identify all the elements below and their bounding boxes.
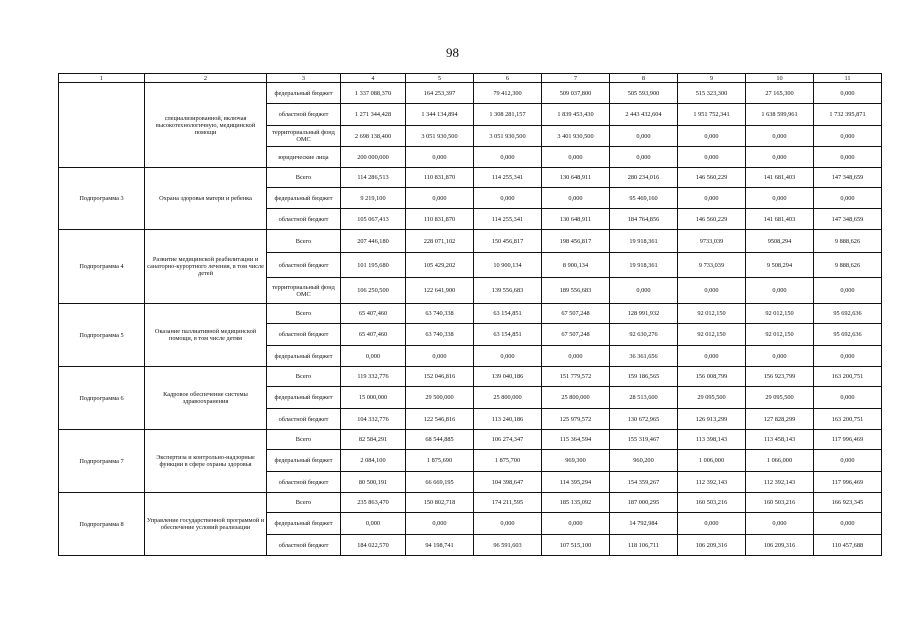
value-cell: 25 800,000 xyxy=(542,387,610,409)
value-cell: 505 593,900 xyxy=(610,83,678,104)
value-cell: 28 513,600 xyxy=(610,387,678,409)
funding-source-cell: Всего xyxy=(267,304,341,324)
value-cell: 198 456,817 xyxy=(542,230,610,253)
value-cell: 110 831,870 xyxy=(406,209,474,230)
value-cell: 969,300 xyxy=(542,450,610,472)
value-cell: 19 918,361 xyxy=(610,253,678,278)
value-cell: 0,000 xyxy=(542,188,610,209)
value-cell: 114 255,341 xyxy=(474,209,542,230)
value-cell: 156 008,799 xyxy=(678,367,746,387)
value-cell: 92 012,150 xyxy=(678,304,746,324)
value-cell: 67 507,248 xyxy=(542,324,610,346)
value-cell: 0,000 xyxy=(746,513,814,535)
value-cell: 94 198,741 xyxy=(406,535,474,556)
value-cell: 110 457,688 xyxy=(814,535,882,556)
value-cell: 960,200 xyxy=(610,450,678,472)
value-cell: 509 037,800 xyxy=(542,83,610,104)
value-cell: 95 692,636 xyxy=(814,304,882,324)
value-cell: 163 200,751 xyxy=(814,409,882,430)
value-cell: 114 255,341 xyxy=(474,168,542,188)
value-cell: 0,000 xyxy=(678,188,746,209)
funding-source-cell: федеральный бюджет xyxy=(267,346,341,367)
value-cell: 0,000 xyxy=(542,346,610,367)
column-header: 2 xyxy=(145,74,267,83)
value-cell: 0,000 xyxy=(610,147,678,168)
page-number: 98 xyxy=(446,45,459,60)
subprogram-cell: Подпрограмма 4 xyxy=(59,230,145,304)
value-cell: 0,000 xyxy=(746,147,814,168)
value-cell: 2 443 432,604 xyxy=(610,104,678,126)
value-cell: 187 000,295 xyxy=(610,493,678,513)
value-cell: 0,000 xyxy=(406,147,474,168)
value-cell: 80 500,191 xyxy=(341,472,406,493)
subprogram-name-cell: Управление государственной программой и обеспечение условий реализации xyxy=(145,493,267,556)
value-cell: 1 006,000 xyxy=(678,450,746,472)
value-cell: 0,000 xyxy=(678,126,746,147)
value-cell: 0,000 xyxy=(814,346,882,367)
value-cell: 0,000 xyxy=(678,346,746,367)
value-cell: 155 319,467 xyxy=(610,430,678,450)
value-cell: 1 308 281,157 xyxy=(474,104,542,126)
value-cell: 200 000,000 xyxy=(341,147,406,168)
value-cell: 184 764,856 xyxy=(610,209,678,230)
value-cell: 2 084,100 xyxy=(341,450,406,472)
subprogram-cell: Подпрограмма 3 xyxy=(59,168,145,230)
subprogram-cell xyxy=(59,83,145,168)
value-cell: 2 698 138,400 xyxy=(341,126,406,147)
value-cell: 154 359,267 xyxy=(610,472,678,493)
column-header: 5 xyxy=(406,74,474,83)
column-header: 9 xyxy=(678,74,746,83)
value-cell: 0,000 xyxy=(542,513,610,535)
funding-source-cell: Всего xyxy=(267,230,341,253)
value-cell: 0,000 xyxy=(474,147,542,168)
value-cell: 122 546,816 xyxy=(406,409,474,430)
value-cell: 0,000 xyxy=(678,278,746,304)
value-cell: 146 560,229 xyxy=(678,209,746,230)
funding-source-cell: федеральный бюджет xyxy=(267,387,341,409)
value-cell: 115 364,594 xyxy=(542,430,610,450)
value-cell: 106 274,347 xyxy=(474,430,542,450)
value-cell: 0,000 xyxy=(341,346,406,367)
table-row xyxy=(59,230,882,253)
value-cell: 127 828,299 xyxy=(746,409,814,430)
value-cell: 0,000 xyxy=(474,513,542,535)
table-row xyxy=(59,493,882,513)
value-cell: 106 209,316 xyxy=(678,535,746,556)
value-cell: 104 398,647 xyxy=(474,472,542,493)
subprogram-name-cell: Кадровое обеспечение системы здравоохранения xyxy=(145,367,267,430)
value-cell: 14 792,984 xyxy=(610,513,678,535)
value-cell: 104 332,776 xyxy=(341,409,406,430)
value-cell: 112 392,143 xyxy=(746,472,814,493)
value-cell: 65 407,460 xyxy=(341,304,406,324)
funding-source-cell: областной бюджет xyxy=(267,472,341,493)
value-cell: 63 154,851 xyxy=(474,324,542,346)
subprogram-cell: Подпрограмма 5 xyxy=(59,304,145,367)
value-cell: 174 211,595 xyxy=(474,493,542,513)
value-cell: 128 991,932 xyxy=(610,304,678,324)
column-header: 4 xyxy=(341,74,406,83)
subprogram-name-cell: Развитие медицинской реабилитации и санаторно-курортного лечения, в том числе детей xyxy=(145,230,267,304)
value-cell: 125 979,572 xyxy=(542,409,610,430)
subprogram-name-cell: Экспертиза и контрольно-надзорные функции в сфере охраны здоровья xyxy=(145,430,267,493)
value-cell: 92 012,150 xyxy=(746,324,814,346)
value-cell: 1 344 134,894 xyxy=(406,104,474,126)
value-cell: 63 740,338 xyxy=(406,304,474,324)
value-cell: 0,000 xyxy=(341,513,406,535)
subprogram-name-cell: специализированной, включая высокотехнологичную, медицинской помощи xyxy=(145,83,267,168)
value-cell: 25 800,000 xyxy=(474,387,542,409)
value-cell: 63 154,851 xyxy=(474,304,542,324)
value-cell: 117 996,469 xyxy=(814,472,882,493)
value-cell: 189 556,683 xyxy=(542,278,610,304)
value-cell: 0,000 xyxy=(746,346,814,367)
value-cell: 96 591,603 xyxy=(474,535,542,556)
funding-source-cell: Всего xyxy=(267,430,341,450)
value-cell: 0,000 xyxy=(678,513,746,535)
subprogram-cell: Подпрограмма 7 xyxy=(59,430,145,493)
funding-source-cell: областной бюджет xyxy=(267,409,341,430)
subprogram-name-cell: Охрана здоровья матери и ребенка xyxy=(145,168,267,230)
value-cell: 113 458,143 xyxy=(746,430,814,450)
value-cell: 3 051 930,500 xyxy=(474,126,542,147)
value-cell: 0,000 xyxy=(406,346,474,367)
value-cell: 235 863,470 xyxy=(341,493,406,513)
value-cell: 0,000 xyxy=(814,83,882,104)
value-cell: 185 135,092 xyxy=(542,493,610,513)
value-cell: 117 996,469 xyxy=(814,430,882,450)
column-header: 1 xyxy=(59,74,145,83)
column-header: 8 xyxy=(610,74,678,83)
value-cell: 1 732 395,871 xyxy=(814,104,882,126)
value-cell: 1 638 599,961 xyxy=(746,104,814,126)
budget-table xyxy=(58,73,882,556)
value-cell: 29 095,500 xyxy=(678,387,746,409)
value-cell: 156 923,799 xyxy=(746,367,814,387)
value-cell: 0,000 xyxy=(610,278,678,304)
value-cell: 1 271 344,428 xyxy=(341,104,406,126)
value-cell: 101 195,680 xyxy=(341,253,406,278)
value-cell: 112 392,143 xyxy=(678,472,746,493)
value-cell: 67 507,248 xyxy=(542,304,610,324)
value-cell: 130 648,911 xyxy=(542,168,610,188)
value-cell: 150 456,817 xyxy=(474,230,542,253)
funding-source-cell: юридические лица xyxy=(267,147,341,168)
value-cell: 0,000 xyxy=(814,188,882,209)
value-cell: 95 469,160 xyxy=(610,188,678,209)
value-cell: 105 429,202 xyxy=(406,253,474,278)
value-cell: 82 584,291 xyxy=(341,430,406,450)
value-cell: 107 515,100 xyxy=(542,535,610,556)
value-cell: 106 209,316 xyxy=(746,535,814,556)
value-cell: 147 348,659 xyxy=(814,209,882,230)
column-header: 6 xyxy=(474,74,542,83)
value-cell: 1 875,690 xyxy=(406,450,474,472)
value-cell: 130 672,965 xyxy=(610,409,678,430)
header-row xyxy=(59,74,882,83)
value-cell: 141 681,403 xyxy=(746,168,814,188)
subprogram-cell: Подпрограмма 8 xyxy=(59,493,145,556)
value-cell: 92 012,150 xyxy=(678,324,746,346)
value-cell: 118 106,711 xyxy=(610,535,678,556)
value-cell: 65 407,460 xyxy=(341,324,406,346)
value-cell: 110 831,870 xyxy=(406,168,474,188)
value-cell: 1 839 453,430 xyxy=(542,104,610,126)
value-cell: 1 951 752,341 xyxy=(678,104,746,126)
value-cell: 10 900,134 xyxy=(474,253,542,278)
value-cell: 228 071,102 xyxy=(406,230,474,253)
subprogram-cell: Подпрограмма 6 xyxy=(59,367,145,430)
value-cell: 0,000 xyxy=(406,513,474,535)
value-cell: 0,000 xyxy=(406,188,474,209)
value-cell: 0,000 xyxy=(474,188,542,209)
value-cell: 27 165,300 xyxy=(746,83,814,104)
value-cell: 114 395,294 xyxy=(542,472,610,493)
value-cell: 515 323,300 xyxy=(678,83,746,104)
value-cell: 147 348,659 xyxy=(814,168,882,188)
value-cell: 63 740,338 xyxy=(406,324,474,346)
value-cell: 150 802,718 xyxy=(406,493,474,513)
value-cell: 160 503,216 xyxy=(746,493,814,513)
table-row xyxy=(59,168,882,188)
value-cell: 1 337 088,370 xyxy=(341,83,406,104)
value-cell: 113 398,143 xyxy=(678,430,746,450)
value-cell: 0,000 xyxy=(814,278,882,304)
value-cell: 139 556,683 xyxy=(474,278,542,304)
funding-source-cell: Всего xyxy=(267,367,341,387)
value-cell: 95 692,636 xyxy=(814,324,882,346)
funding-source-cell: областной бюджет xyxy=(267,104,341,126)
value-cell: 9733,039 xyxy=(678,230,746,253)
column-header: 10 xyxy=(746,74,814,83)
value-cell: 0,000 xyxy=(746,188,814,209)
value-cell: 79 412,300 xyxy=(474,83,542,104)
value-cell: 0,000 xyxy=(610,126,678,147)
value-cell: 0,000 xyxy=(814,387,882,409)
value-cell: 29 095,500 xyxy=(746,387,814,409)
value-cell: 0,000 xyxy=(678,147,746,168)
funding-source-cell: областной бюджет xyxy=(267,535,341,556)
value-cell: 0,000 xyxy=(814,126,882,147)
column-header: 11 xyxy=(814,74,882,83)
value-cell: 0,000 xyxy=(746,126,814,147)
value-cell: 92 012,150 xyxy=(746,304,814,324)
subprogram-name-cell: Оказание паллиативной медицинской помощи, в том числе детям xyxy=(145,304,267,367)
value-cell: 9 888,626 xyxy=(814,230,882,253)
value-cell: 1 066,000 xyxy=(746,450,814,472)
funding-source-cell: федеральный бюджет xyxy=(267,450,341,472)
value-cell: 106 250,500 xyxy=(341,278,406,304)
table-row xyxy=(59,304,882,324)
value-cell: 126 913,299 xyxy=(678,409,746,430)
value-cell: 8 900,134 xyxy=(542,253,610,278)
column-header: 3 xyxy=(267,74,341,83)
value-cell: 160 503,216 xyxy=(678,493,746,513)
value-cell: 9 733,039 xyxy=(678,253,746,278)
table-row xyxy=(59,83,882,104)
value-cell: 9 888,626 xyxy=(814,253,882,278)
value-cell: 0,000 xyxy=(474,346,542,367)
value-cell: 163 200,751 xyxy=(814,367,882,387)
value-cell: 29 500,000 xyxy=(406,387,474,409)
funding-source-cell: федеральный бюджет xyxy=(267,513,341,535)
funding-source-cell: федеральный бюджет xyxy=(267,188,341,209)
value-cell: 184 022,570 xyxy=(341,535,406,556)
value-cell: 141 681,403 xyxy=(746,209,814,230)
value-cell: 0,000 xyxy=(746,278,814,304)
funding-source-cell: Всего xyxy=(267,493,341,513)
value-cell: 159 186,565 xyxy=(610,367,678,387)
funding-source-cell: Всего xyxy=(267,168,341,188)
funding-source-cell: территориальный фонд ОМС xyxy=(267,278,341,304)
value-cell: 36 361,656 xyxy=(610,346,678,367)
funding-source-cell: областной бюджет xyxy=(267,324,341,346)
value-cell: 152 046,816 xyxy=(406,367,474,387)
value-cell: 68 544,885 xyxy=(406,430,474,450)
column-header: 7 xyxy=(542,74,610,83)
value-cell: 92 630,276 xyxy=(610,324,678,346)
value-cell: 151 779,572 xyxy=(542,367,610,387)
value-cell: 166 923,345 xyxy=(814,493,882,513)
value-cell: 66 669,195 xyxy=(406,472,474,493)
value-cell: 19 918,361 xyxy=(610,230,678,253)
value-cell: 114 286,513 xyxy=(341,168,406,188)
value-cell: 0,000 xyxy=(814,147,882,168)
value-cell: 0,000 xyxy=(814,450,882,472)
value-cell: 0,000 xyxy=(542,147,610,168)
value-cell: 9508,294 xyxy=(746,230,814,253)
funding-source-cell: областной бюджет xyxy=(267,253,341,278)
value-cell: 0,000 xyxy=(814,513,882,535)
value-cell: 3 051 930,500 xyxy=(406,126,474,147)
value-cell: 146 560,229 xyxy=(678,168,746,188)
value-cell: 15 000,000 xyxy=(341,387,406,409)
funding-source-cell: территориальный фонд ОМС xyxy=(267,126,341,147)
table-row xyxy=(59,367,882,387)
value-cell: 9 219,100 xyxy=(341,188,406,209)
funding-source-cell: федеральный бюджет xyxy=(267,83,341,104)
value-cell: 3 401 930,500 xyxy=(542,126,610,147)
value-cell: 9 508,294 xyxy=(746,253,814,278)
table-row xyxy=(59,430,882,450)
value-cell: 113 240,186 xyxy=(474,409,542,430)
value-cell: 130 648,911 xyxy=(542,209,610,230)
value-cell: 139 040,186 xyxy=(474,367,542,387)
value-cell: 122 641,900 xyxy=(406,278,474,304)
value-cell: 280 234,016 xyxy=(610,168,678,188)
value-cell: 105 067,413 xyxy=(341,209,406,230)
value-cell: 164 253,397 xyxy=(406,83,474,104)
value-cell: 119 332,776 xyxy=(341,367,406,387)
value-cell: 1 875,700 xyxy=(474,450,542,472)
funding-source-cell: областной бюджет xyxy=(267,209,341,230)
value-cell: 207 446,180 xyxy=(341,230,406,253)
